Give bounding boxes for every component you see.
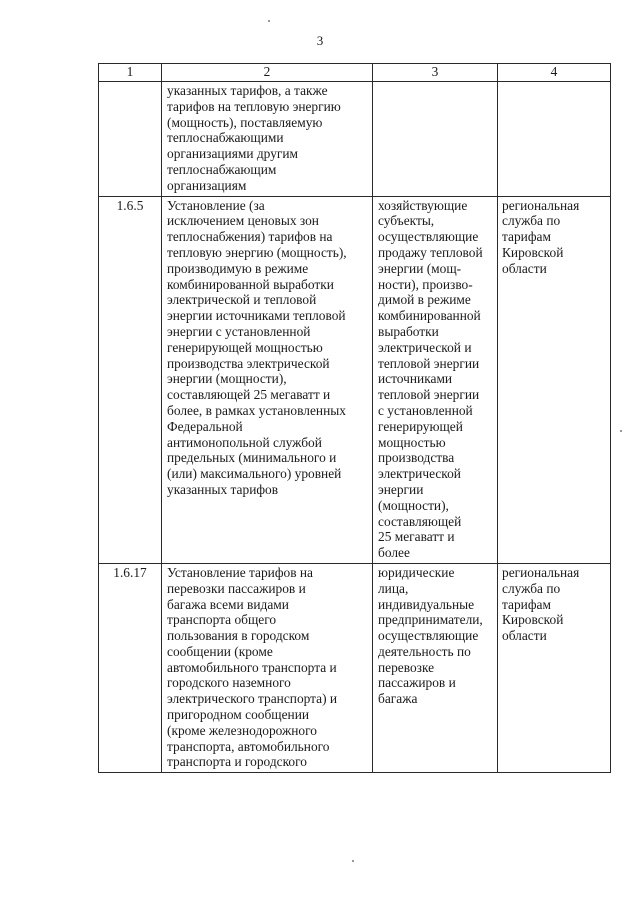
column-header-2: 2 [162, 64, 373, 82]
subjects-cell [373, 196, 498, 563]
row-description: указанных тарифов, а также тарифов на тепловую энергию (мощность), поставляемую теплоснабжающими организациями другим теплоснабжающим организациям [167, 83, 341, 193]
table-row [99, 82, 611, 197]
table-row [99, 196, 611, 563]
scan-speck [620, 430, 622, 432]
row-description: Установление тарифов на перевозки пассажиров и багажа всеми видами транспорта общего пользования в городском сообщении (кроме автомобильного транспорта и городского наземного электрического транспорта) и пригородном сообщении (кроме железнодорожного транспорта, автомобильного транспорта и городского [167, 564, 338, 770]
table-row [99, 563, 611, 772]
scan-speck [268, 20, 270, 22]
row-number: 1.6.17 [113, 564, 147, 580]
row-authority: региональная служба по тарифам Кировской области [502, 564, 580, 644]
row-number: 1.6.5 [116, 197, 144, 213]
row-subjects: хозяйствующие субъекты, осуществляющие продажу тепловой энергии (мощ- ности), произво- димой в режиме комбинированной выработки электрической и тепловой энергии источниками тепловой энергии с установленной генерирующей мощностью производства электрической энергии (мощности), составляющей 25 мегаватт и более [378, 197, 483, 561]
row-number-cell [99, 196, 162, 563]
row-number-cell [99, 82, 162, 197]
row-number [99, 82, 161, 83]
row-authority [498, 82, 610, 85]
scan-speck [352, 860, 354, 862]
authority-cell [498, 82, 611, 197]
subjects-cell [373, 563, 498, 772]
column-header-3: 3 [373, 64, 498, 82]
authority-cell [498, 196, 611, 563]
row-description: Установление (за исключением ценовых зон теплоснабжения) тарифов на тепловую энергию (мощность), производимую в режиме комбинированной выработки электрической и тепловой энергии источниками тепловой энергии с установленной генерирующей мощностью производства электрической энергии (мощности), составляющей 25 мегаватт и более, в рамках установленных Федеральной антимонопольной службой предельных (минимального и (или) максимального) уровней указанных тарифов [167, 197, 347, 497]
row-subjects: юридические лица, индивидуальные предприниматели, осуществляющие деятельность по перевозке пассажиров и багажа [378, 564, 483, 707]
tariff-authority-table [98, 63, 611, 773]
description-cell [162, 563, 373, 772]
table-header-row [99, 64, 611, 82]
row-subjects [373, 82, 497, 85]
row-authority: региональная служба по тарифам Кировской области [502, 197, 580, 276]
row-number-cell [99, 563, 162, 772]
description-cell [162, 82, 373, 197]
authority-cell [498, 563, 611, 772]
subjects-cell [373, 82, 498, 197]
page-number: 3 [316, 33, 324, 48]
description-cell [162, 196, 373, 563]
column-header-1: 1 [99, 64, 162, 82]
column-header-4: 4 [498, 64, 611, 82]
